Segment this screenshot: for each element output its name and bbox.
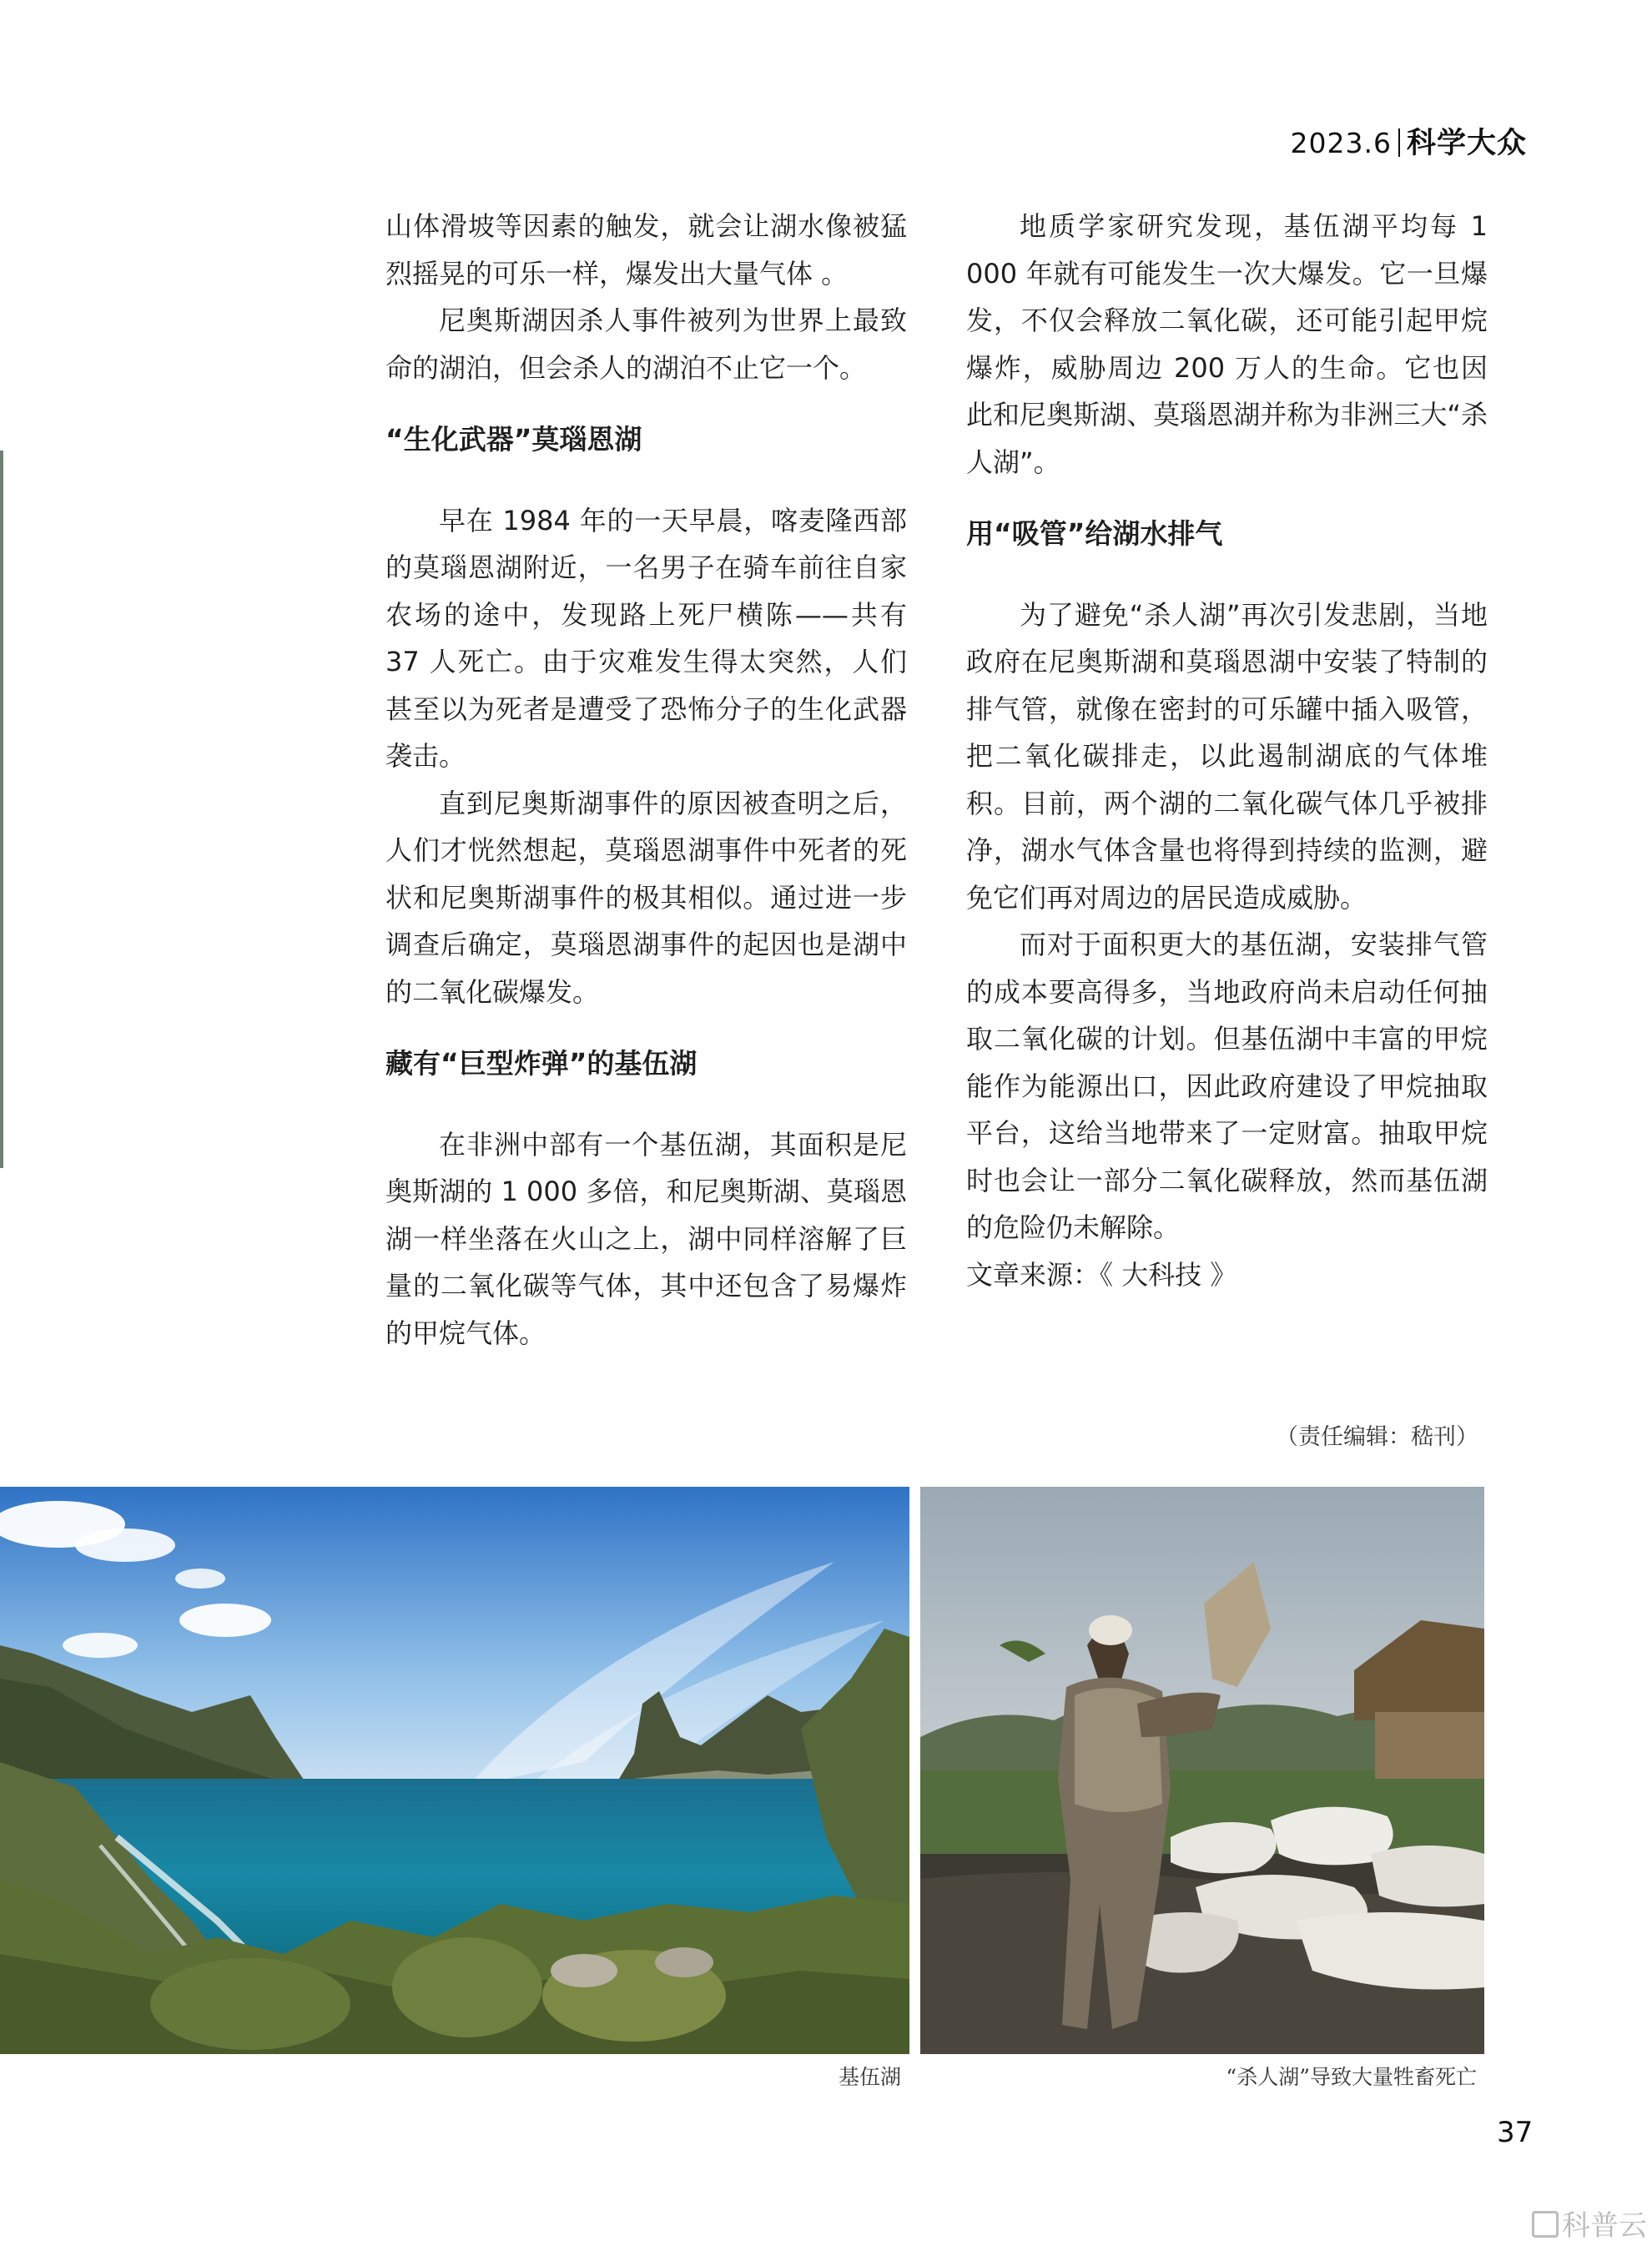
section-heading-kivu: 藏有“巨型炸弹”的基伍湖	[385, 1047, 698, 1080]
left-paragraph-2: 尼奥斯湖因杀人事件被列为世界上最致命的湖泊，但会杀人的湖泊不止它一个。	[385, 305, 907, 384]
dead-livestock-photo	[920, 1487, 1484, 2054]
watermark-logo-icon	[1532, 2211, 1559, 2238]
right-paragraph-2: 为了避免“杀人湖”再次引发悲剧，当地政府在尼奥斯湖和莫瑙恩湖中安装了特制的排气管，就像在密封的可乐罐中插入吸管，把二氧化碳排走，以此遏制湖底的气体堆积。目前，两个湖的二氧化碳气体几乎被排净，湖水气体含量也将得到持续的监测，避免它们再对周边的居民造成威胁。	[966, 598, 1488, 914]
caption-lake-kivu: 基伍湖	[838, 2065, 901, 2089]
right-paragraph-3: 而对于面积更大的基伍湖，安装排气管的成本要高得多，当地政府尚未启动任何抽取二氧化碳的计划。但基伍湖中丰富的甲烷能作为能源出口，因此政府建设了甲烷抽取平台，这给当地带来了一定财富。抽取甲烷时也会让一部分二氧化碳释放，然而基伍湖的危险仍未解除。	[966, 929, 1488, 1243]
watermark-text: 科普云	[1562, 2209, 1647, 2243]
page-edge-strip	[0, 451, 3, 1168]
right-column	[966, 203, 1488, 1298]
left-paragraph-1: 山体滑坡等因素的触发，就会让湖水像被猛烈摇晃的可乐一样，爆发出大量气体 。	[385, 210, 907, 290]
lake-landscape-illustration	[0, 1487, 909, 2054]
running-header	[1291, 120, 1527, 162]
article-source: 文章来源：《 大科技 》	[966, 1258, 1237, 1291]
section-heading-straw: 用“吸管”给湖水排气	[966, 517, 1223, 550]
livestock-scene-illustration	[920, 1487, 1484, 2054]
page-number: 37	[1497, 2116, 1534, 2149]
editor-note: （责任编辑：嵇刊）	[1276, 1424, 1478, 1450]
left-paragraph-4: 直到尼奥斯湖事件的原因被查明之后，人们才恍然想起，莫瑙恩湖事件中死者的死状和尼奥斯湖事件的极其相似。通过进一步调查后确定，莫瑙恩湖事件的起因也是湖中的二氧化碳爆发。	[385, 787, 907, 1008]
header-divider	[1398, 128, 1400, 157]
left-paragraph-3: 早在 1984 年的一天早晨，喀麦隆西部的莫瑙恩湖附近，一名男子在骑车前往自家农场的途中，发现路上死尸横陈——共有 37 人死亡。由于灾难发生得太突然，人们甚至以为死者是遭受了恐怖分子的生化武器袭击。	[385, 504, 907, 772]
right-paragraph-1: 地质学家研究发现，基伍湖平均每 1 000 年就有可能发生一次大爆发。它一旦爆发，不仅会释放二氧化碳，还可能引起甲烷爆炸，威胁周边 200 万人的生命。它也因此和尼奥斯湖、莫瑙恩湖并称为非洲三大“杀人湖”。	[966, 210, 1488, 478]
left-column	[385, 203, 907, 1357]
caption-dead-livestock: “杀人湖”导致大量牲畜死亡	[1226, 2065, 1477, 2089]
left-paragraph-5: 在非洲中部有一个基伍湖，其面积是尼奥斯湖的 1 000 多倍，和尼奥斯湖、莫瑙恩湖一样坐落在火山之上，湖中同样溶解了巨量的二氧化碳等气体，其中还包含了易爆炸的甲烷气体。	[385, 1128, 907, 1349]
magazine-logo: 科学大众	[1406, 126, 1527, 160]
watermark	[1532, 2203, 1647, 2243]
section-heading-monoun: “生化武器”莫瑙恩湖	[385, 423, 642, 456]
issue-date: 2023.6	[1290, 127, 1392, 159]
lake-kivu-photo	[0, 1487, 909, 2054]
